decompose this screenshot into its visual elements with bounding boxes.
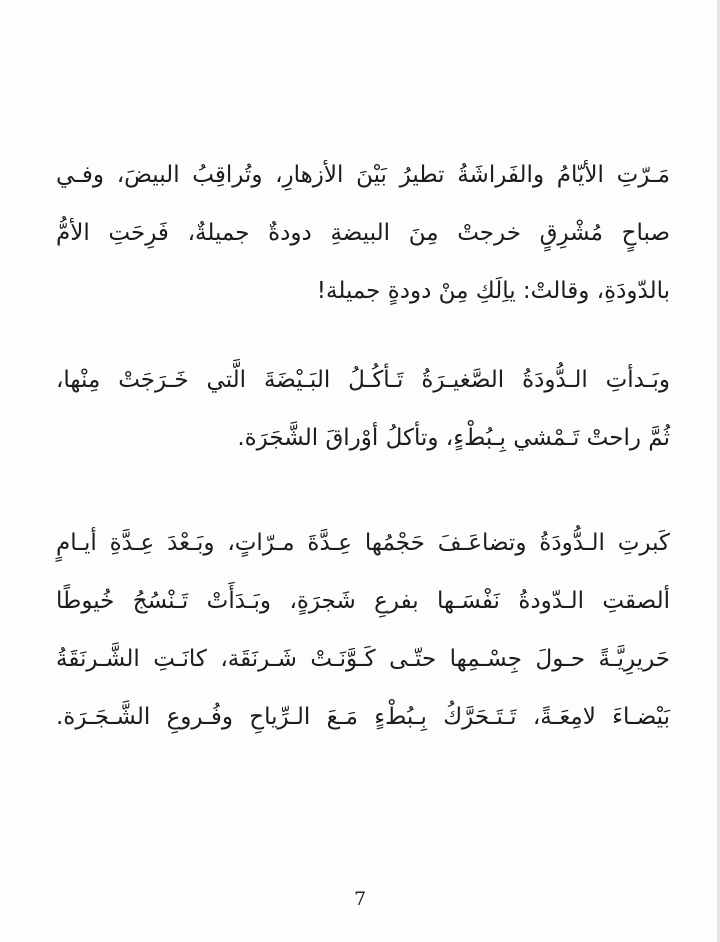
text-line: وبَـدأتِ الـدُّودَةُ الصَّغيـرَةُ تَـأكُـلُ البَـيْضَةَ الَّتي خَـرَجَتْ مِنْها،	[56, 367, 670, 393]
text-line: مَـرّتِ الأيّامُ والفَراشَةُ تطيرُ بَيْنَ الأزهارِ، وتُراقِبُ البيضَ، وفـي	[56, 162, 670, 188]
text-line: ثُمَّ راحتْ تَـمْشي بِـبُطْءٍ، وتأكلُ أوْراقَ الشَّجَرَة.	[237, 425, 670, 451]
text-line: ألصقتِ الـدّودةُ نَفْسَـها بفرعِ شَجرَةٍ، وبَـدَأَتْ تَـنْسُجُ خُيوطًا	[56, 588, 670, 614]
text-line: صباحٍ مُشْرِقٍ خرجتْ مِنَ البيضةِ دودةٌ جميلةٌ، فَرِحَتِ الأمُّ	[56, 220, 670, 246]
paragraph-2	[56, 351, 670, 467]
paragraph-3	[56, 514, 670, 746]
paragraph-1	[56, 146, 670, 320]
page-number: 7	[353, 888, 367, 910]
text-line: حَريرِيَّـةً حـولَ جِسْـمِها حتّـى كَـوَّنَـتْ شَـرنَقَة، كانَـتِ الشَّـرنَقَةُ	[56, 646, 670, 672]
text-line: بَيْضـاءَ لامِعَـةً، تَـتَـحَرَّكُ بِـبُطْءٍ مَـعَ الـرِّياحِ وفُـروعِ الشَّـجَـرَة.	[56, 704, 670, 730]
text-line: كَبرتِ الـدُّودَةُ وتضاعَـفَ حَجْمُها عِـدَّةَ مـرّاتٍ، وبَـعْدَ عِـدَّةِ أيـامٍ	[56, 530, 670, 556]
text-line: بالدّودَةِ، وقالتْ: ياِلَكِ مِنْ دودةٍ جميلة!	[316, 278, 670, 304]
